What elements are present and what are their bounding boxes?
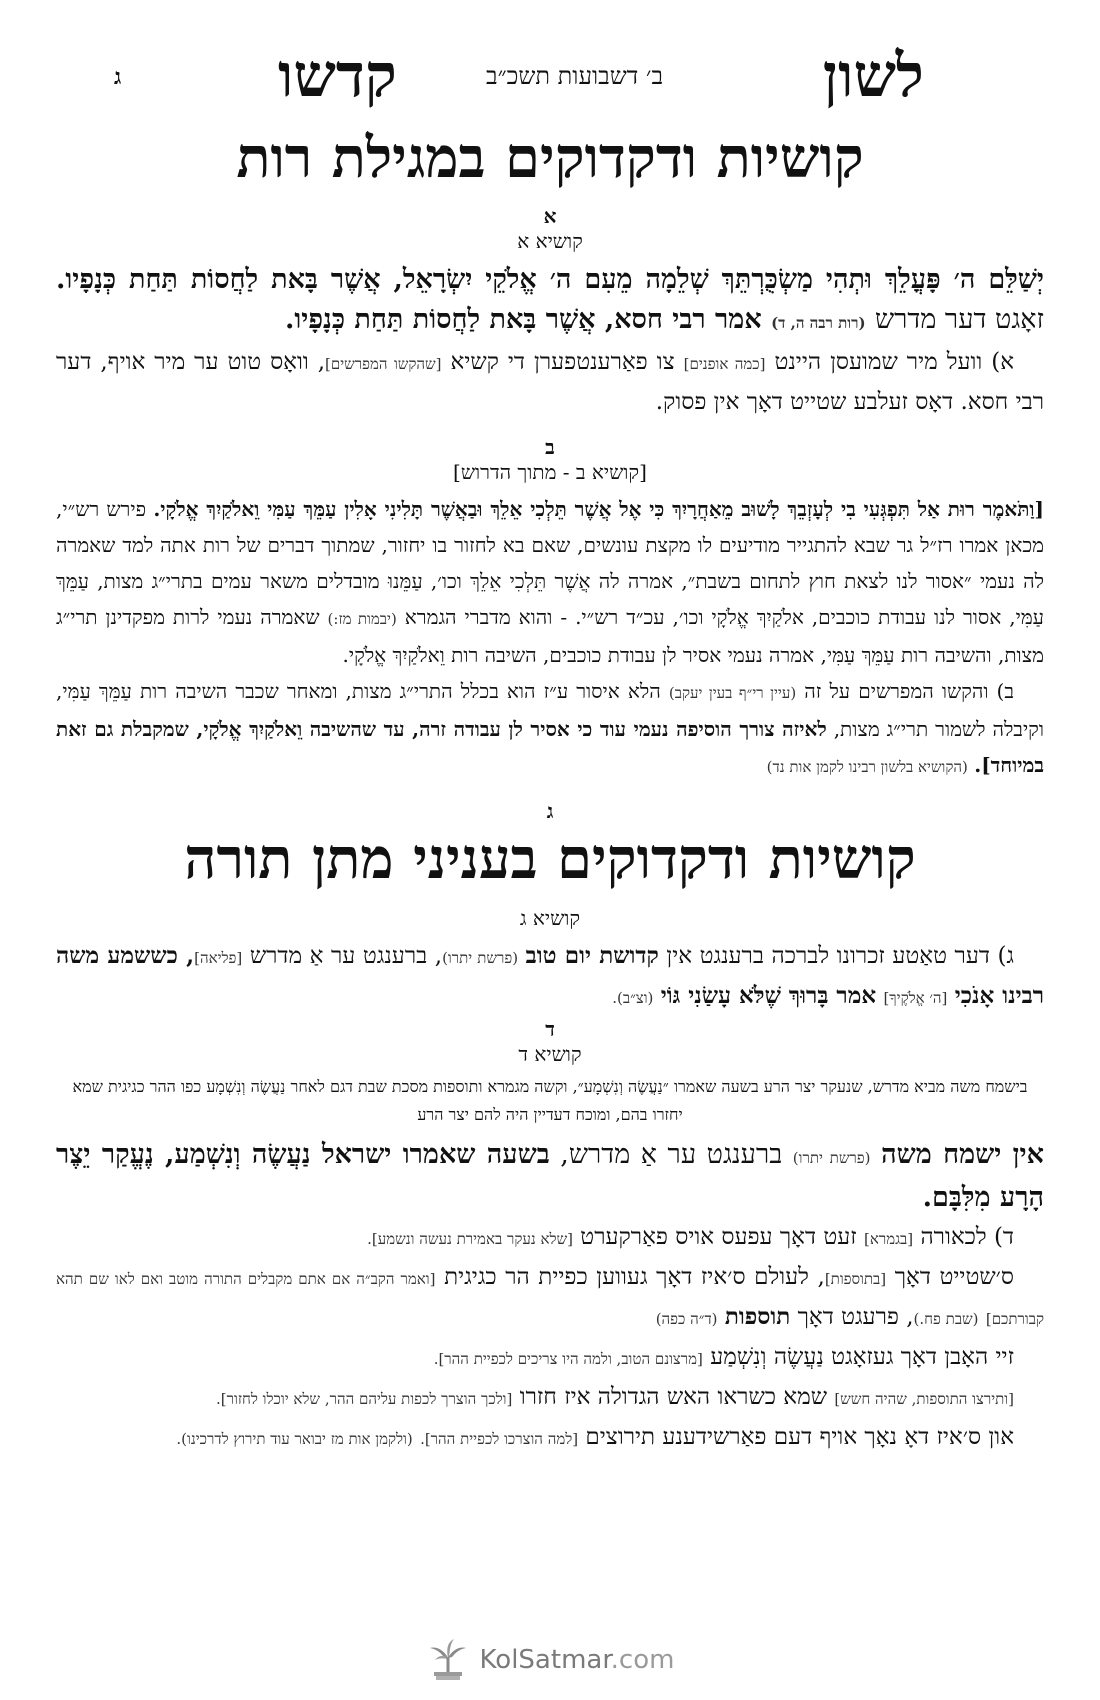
para-d1-mid: זעט דאָך עפעס אויס פאַרקערט [580,1224,857,1250]
para-a-start: א) וועל מיר שמועסן היינט [774,349,1015,375]
para-d2-source: [בתוספות] [824,1270,887,1288]
paragraph-d-main [56,1135,1044,1218]
section-title-ruth: קושיות ודקדוקים במגילת רות [236,125,864,191]
brand-tld: .com [610,1645,675,1675]
masthead [56,36,1044,116]
kushya-a-heading: קושיא א [517,229,583,253]
para-a-end: , וואָס טוט ער מיר אויף, דער רבי חסא. דאָס זעלבע שטייט דאָך אין פסוק. [56,349,1044,415]
para-d-main-source: (פרשת יתרו) [792,1149,871,1167]
para-d3-start: זיי האָבן דאָך געזאָגט נַעֲשֶׂה וְנִשְׁמַע [710,1344,1014,1370]
page-number: ג [114,64,122,90]
para-d2-start: ס׳שטייט דאָך [894,1264,1015,1290]
para-d3-bracket: [מרצונם הטוב, ולמה היו צריכים לכפיית ההר]. [433,1350,703,1368]
paragraph-d5 [56,1418,1044,1458]
kushya-d-heading: קושיא ד [518,1042,582,1066]
para-d2-bold: תוספות [724,1303,791,1330]
para-b-mid: הלא איסור ע״ז הוא בכלל התרי״ג מצות, ומאחר שכבר השיבה רות עַמֵּךְ עַמִּי, וקיבלה לשמור תרי״ג מצות, [56,679,1045,741]
rashi-text: פירש רש״י, מכאן אמרו רז״ל גר שבא להתגייר מודיעים לו מקצת עונשים, שאם בא לחזור בו יחזור, שמתוך דברים של רות אתה למד שאמרה לה נעמי ״אסור לנו לצאת חוץ לתחום בשבת״, אמרה לה אֲשֶׁר תֵּלְכִי אֵלֵךְ וכו׳, עַמֵּנוּ מובדלים משאר עמים בתרי״ג מצות, עַמֵּךְ עַמִּי, אסור לנו עבודת כוכבים, אלֹקַיִךְ אֱלֹקָי וכו׳, עכ״ד רש״י. - והוא מדברי הגמרא [56,497,1045,629]
para-g-mid: , ברענגט ער אַ מדרש [249,943,443,969]
paragraph-d3 [56,1338,1044,1378]
midrash-text: אמר רבי חסא, אֲשֶׁר בָּאת לַחֲסוֹת תַּחַת כְּנָפָיו. [284,304,762,335]
para-a-mid: צו פאַרענטפערן די קשיא [450,349,675,375]
section-title-torah: קושיות ודקדוקים בעניני מתן תורה [184,826,916,892]
para-d5-bracket: [למה הוצרכו לכפיית ההר]. [420,1430,579,1448]
para-d1-source: [בגמרא] [863,1230,914,1248]
para-b-note: (הקושיא בלשון רבינו לקמן אות נד) [766,758,968,776]
midrash-lead: זאָגט דער מדרש [874,304,1044,335]
para-d1-source2: [שלא נעקר באמירת נעשה ונשמע]. [367,1230,573,1248]
para-a-bracket2: [שהקשו המפרשים] [325,355,442,373]
para-g-bold: קדושת יום טוב [525,942,659,969]
para-g-source: (פרשת יתרו) [442,949,519,967]
paragraph-d2 [56,1258,1044,1338]
para-b-source: (עיין רי״ף בעין יעקב) [668,684,797,702]
para-d1-start: ד) לכאורה [920,1224,1014,1250]
paragraph-g [56,937,1044,1017]
para-g-bracket: [ה׳ אֱלֹקֶיךָ] [883,989,948,1007]
paragraph-d1 [56,1218,1044,1258]
para-d4-bracket: [ותירצו התוספות, שהיה חשש] [834,1390,1014,1408]
para-b-bold: לאיזה צורך הוסיפה נעמי עוד כי אסיר לן עבודה זרה, עד שהשיבה וֵאלֹקַיִךְ אֱלֹקָי, שמקבלת גם זאת במיוחד]. [56,717,1044,777]
verse-ruth-b: [וַתֹּאמֶר רוּת אַל תִּפְגְּעִי בִי לְעָזְבֵךְ לָשׁוּב מֵאַחֲרָיִךְ כִּי אֶל אֲשֶׁר תֵּלְכִי אֵלֵךְ וּבַאֲשֶׁר תָּלִינִי אָלִין עַמֵּךְ עַמִּי וֵאלֹקַיִךְ אֱלֹקָי. [153,497,1045,521]
para-d4-mid: שמא כשראו האש הגדולה איז חזרו [519,1384,827,1410]
kushya-b-heading: [קושיא ב - מתוך הדרוש] [453,460,647,484]
paragraph-b-verse [56,491,1044,673]
para-b-start: ב) והקשו המפרשים על זה [804,679,1014,703]
para-d4-bracket2: [ולכך הוצרך לכפות עליהם ההר, שלא יוכלו לחזור]. [216,1390,513,1408]
para-g-bold2: , כששמע משה רבינו אָנֹכִי [56,942,1044,1009]
kushya-g-heading: קושיא ג [519,906,581,930]
letter-a: א [543,204,557,228]
para-d-main-start: אין ישמח משה [881,1139,1044,1170]
para-d2-mid: , לעולם ס׳איז דאָך געווען כפיית הר כגיגית [444,1264,825,1290]
letter-g: ג [546,799,554,823]
gemara-source: (יבמות מז:) [327,610,397,628]
masthead-title-right: לשון [822,41,924,111]
para-d5-note: (ולקמן אות מז יבואר עוד תירוץ לדרכינו). [176,1430,413,1448]
kushya-d-intro: בישמח משה מביא מדרש, שנעקר יצר הרע בשעה שאמרו ״נַעֲשֶׂה וְנִשְׁמָע״, וקשה מגמרא ותוספות מסכת שבת דגם לאחר נַעֲשֶׂה וְנִשְׁמָע כפו ההר כגיגית שמא יחזרו בהם, ומוכח דעדיין היה להם יצר הרע [72,1077,1028,1124]
footer [0,1630,1100,1690]
masthead-date: ב׳ דשבועות תשכ״ב [486,62,664,90]
footer-brand[interactable] [480,1645,675,1675]
para-g-source3: (וצ״ב). [612,989,654,1007]
paragraph-b [56,673,1044,785]
para-g-start: ג) דער טאַטע זכרונו לברכה ברענגט אין [666,943,1015,969]
para-g-bold3: אמר בָּרוּךְ שֶׁלֹּא עָשַׂנִי גּוֹי [660,982,877,1009]
letter-b: ב [545,435,555,459]
rashi-end: שאמרה נעמי לרות מפקדינן תרי״ג מצות, והשיבה רות עַמֵּךְ עַמִּי, אמרה נעמי אסיר לן עבודת כוכבים, השיבה רות וֵאלֹקַיִךְ אֱלֹקָי. [56,605,1044,667]
verse-ruth-a [56,260,1044,343]
para-d5-start: און ס׳איז דאָ נאָך אויף דעם פאַרשידענע תירוצים [585,1424,1014,1450]
palm-tree-books-icon [426,1636,470,1684]
verse-text: יְשַׁלֵּם ה׳ פָּעֳלֵךְ וּתְהִי מַשְׂכֻּרְתֵּךְ שְׁלֵמָה מֵעִם ה׳ אֱלֹקֵי יִשְׂרָאֵל, אֲשֶׁר בָּאת לַחֲסוֹת תַּחַת כְּנָפָיו. [56,264,1044,295]
letter-d: ד [545,1017,555,1041]
para-d2-end: , פרעגט דאָך [797,1304,914,1330]
para-d2-bracket: [ואמר הקב״ה אם אתם מקבלים התורה מוטב ואם לאו שם תהא קבורתכם] [56,1270,1044,1328]
para-d-main-mid: ברענגט ער אַ מדרש, [560,1139,783,1170]
para-a-bracket: [כמה אופנים] [683,355,766,373]
masthead-title-left: קדשו [278,41,397,111]
paragraph-a [56,343,1044,421]
para-g-source2: [פליאה] [194,949,243,967]
paragraph-d4 [56,1378,1044,1418]
para-d-main-bold: בשעה שאמרו ישראל נַעֲשֶׂה וְנִשְׁמַע, נֶעֱקַר יֵצֶר הָרָע מִלִּבָּם. [56,1139,1044,1213]
midrash-source: (רות רבה ה, ד) [771,314,866,332]
para-d2-source3: (ד״ה כפה) [655,1310,718,1328]
para-d2-source2: (שבת פח.) [913,1310,979,1328]
brand-main: KolSatmar [479,1645,611,1675]
